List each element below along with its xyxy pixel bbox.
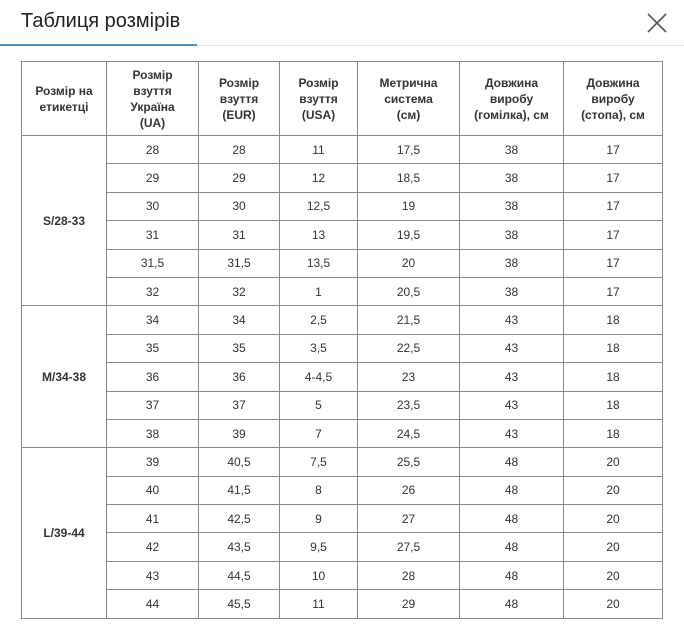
table-row bbox=[22, 590, 663, 618]
size-group-label: M/34-38 bbox=[22, 306, 107, 448]
table-cell: 42,5 bbox=[199, 505, 280, 533]
table-cell: 3,5 bbox=[280, 334, 358, 362]
table-cell: 20 bbox=[564, 533, 663, 561]
column-header-line: виробу bbox=[591, 91, 635, 106]
column-header bbox=[22, 62, 107, 136]
table-cell: 43 bbox=[107, 561, 199, 589]
table-cell: 38 bbox=[460, 277, 564, 305]
table-cell: 48 bbox=[460, 561, 564, 589]
table-cell: 48 bbox=[460, 448, 564, 476]
table-cell: 8 bbox=[280, 476, 358, 504]
table-cell: 27,5 bbox=[358, 533, 460, 561]
table-cell: 34 bbox=[107, 306, 199, 334]
table-row bbox=[22, 363, 663, 391]
table-cell: 29 bbox=[358, 590, 460, 618]
table-cell: 20,5 bbox=[358, 277, 460, 305]
column-header-line: (см) bbox=[396, 107, 421, 122]
dialog-title: Таблиця розмірів bbox=[21, 10, 181, 32]
table-cell: 5 bbox=[280, 391, 358, 419]
table-cell: 37 bbox=[199, 391, 280, 419]
table-cell: 2,5 bbox=[280, 306, 358, 334]
table-cell: 20 bbox=[564, 505, 663, 533]
column-header-line: Метрична bbox=[379, 75, 438, 90]
table-row bbox=[22, 221, 663, 249]
table-row bbox=[22, 448, 663, 476]
table-cell: 9 bbox=[280, 505, 358, 533]
table-cell: 31,5 bbox=[199, 249, 280, 277]
table-cell: 27 bbox=[358, 505, 460, 533]
table-cell: 31,5 bbox=[107, 249, 199, 277]
table-cell: 20 bbox=[358, 249, 460, 277]
column-header-line: Україна bbox=[130, 99, 175, 114]
table-cell: 17 bbox=[564, 192, 663, 220]
column-header-line: Розмір на bbox=[35, 83, 93, 98]
column-header bbox=[460, 62, 564, 136]
column-header bbox=[280, 62, 358, 136]
table-cell: 29 bbox=[199, 164, 280, 192]
table-cell: 38 bbox=[460, 249, 564, 277]
column-header bbox=[358, 62, 460, 136]
table-cell: 38 bbox=[107, 419, 199, 447]
table-cell: 23,5 bbox=[358, 391, 460, 419]
table-cell: 28 bbox=[107, 136, 199, 164]
size-group-label: S/28-33 bbox=[22, 136, 107, 306]
table-cell: 20 bbox=[564, 590, 663, 618]
size-table bbox=[21, 61, 663, 619]
column-header-line: етикетці bbox=[39, 99, 89, 114]
table-cell: 9,5 bbox=[280, 533, 358, 561]
table-cell: 17 bbox=[564, 164, 663, 192]
table-cell: 17 bbox=[564, 221, 663, 249]
table-cell: 38 bbox=[460, 136, 564, 164]
column-header-line: (UA) bbox=[139, 115, 166, 130]
table-row bbox=[22, 561, 663, 589]
table-cell: 17 bbox=[564, 277, 663, 305]
size-table-body bbox=[22, 136, 663, 619]
table-cell: 48 bbox=[460, 476, 564, 504]
table-cell: 12,5 bbox=[280, 192, 358, 220]
table-cell: 23 bbox=[358, 363, 460, 391]
column-header-line: Довжина bbox=[586, 75, 640, 90]
table-cell: 11 bbox=[280, 136, 358, 164]
table-row bbox=[22, 476, 663, 504]
table-cell: 29 bbox=[107, 164, 199, 192]
table-cell: 36 bbox=[107, 363, 199, 391]
table-cell: 32 bbox=[199, 277, 280, 305]
dialog-header bbox=[0, 0, 684, 47]
table-cell: 28 bbox=[199, 136, 280, 164]
table-cell: 20 bbox=[564, 561, 663, 589]
table-cell: 18 bbox=[564, 419, 663, 447]
table-cell: 43 bbox=[460, 419, 564, 447]
table-cell: 40,5 bbox=[199, 448, 280, 476]
header-row bbox=[22, 62, 663, 136]
table-cell: 40 bbox=[107, 476, 199, 504]
table-cell: 20 bbox=[564, 448, 663, 476]
table-cell: 4-4,5 bbox=[280, 363, 358, 391]
table-cell: 18 bbox=[564, 391, 663, 419]
column-header-line: (EUR) bbox=[222, 107, 256, 122]
table-cell: 42 bbox=[107, 533, 199, 561]
table-cell: 43 bbox=[460, 363, 564, 391]
table-cell: 17,5 bbox=[358, 136, 460, 164]
table-cell: 43,5 bbox=[199, 533, 280, 561]
table-cell: 19 bbox=[358, 192, 460, 220]
table-row bbox=[22, 192, 663, 220]
column-header-line: Розмір bbox=[298, 75, 339, 90]
column-header-line: Довжина bbox=[484, 75, 539, 90]
table-cell: 43 bbox=[460, 334, 564, 362]
close-icon bbox=[646, 12, 668, 34]
table-row bbox=[22, 419, 663, 447]
table-cell: 22,5 bbox=[358, 334, 460, 362]
table-cell: 39 bbox=[107, 448, 199, 476]
table-cell: 13,5 bbox=[280, 249, 358, 277]
table-cell: 44 bbox=[107, 590, 199, 618]
column-header bbox=[564, 62, 663, 136]
table-cell: 43 bbox=[460, 391, 564, 419]
table-row bbox=[22, 391, 663, 419]
table-cell: 45,5 bbox=[199, 590, 280, 618]
table-row bbox=[22, 164, 663, 192]
column-header-line: Розмір bbox=[218, 75, 260, 90]
column-header-line: взуття bbox=[133, 83, 172, 98]
table-cell: 18 bbox=[564, 306, 663, 334]
table-cell: 30 bbox=[107, 192, 199, 220]
table-cell: 38 bbox=[460, 164, 564, 192]
table-row bbox=[22, 136, 663, 164]
table-cell: 30 bbox=[199, 192, 280, 220]
table-cell: 36 bbox=[199, 363, 280, 391]
table-cell: 18 bbox=[564, 363, 663, 391]
table-cell: 20 bbox=[564, 476, 663, 504]
table-row bbox=[22, 249, 663, 277]
close-button[interactable] bbox=[646, 12, 668, 34]
table-cell: 48 bbox=[460, 533, 564, 561]
table-cell: 28 bbox=[358, 561, 460, 589]
column-header-line: система bbox=[384, 91, 433, 106]
table-cell: 26 bbox=[358, 476, 460, 504]
table-cell: 38 bbox=[460, 221, 564, 249]
table-cell: 34 bbox=[199, 306, 280, 334]
table-cell: 13 bbox=[280, 221, 358, 249]
column-header bbox=[107, 62, 199, 136]
size-group-label: L/39-44 bbox=[22, 448, 107, 618]
column-header-line: (гомілка), см bbox=[474, 107, 549, 122]
size-table-header bbox=[22, 62, 663, 136]
table-row bbox=[22, 306, 663, 334]
table-cell: 44,5 bbox=[199, 561, 280, 589]
table-cell: 17 bbox=[564, 136, 663, 164]
table-cell: 31 bbox=[107, 221, 199, 249]
table-row bbox=[22, 277, 663, 305]
table-cell: 21,5 bbox=[358, 306, 460, 334]
column-header-line: (стопа), см bbox=[581, 107, 645, 122]
active-tab-underline bbox=[0, 44, 197, 46]
column-header-line: Розмір bbox=[132, 67, 173, 82]
table-cell: 18,5 bbox=[358, 164, 460, 192]
table-cell: 19,5 bbox=[358, 221, 460, 249]
table-cell: 35 bbox=[107, 334, 199, 362]
table-cell: 7 bbox=[280, 419, 358, 447]
column-header-line: взуття bbox=[299, 91, 338, 106]
table-cell: 24,5 bbox=[358, 419, 460, 447]
column-header-line: виробу bbox=[489, 91, 534, 106]
table-cell: 12 bbox=[280, 164, 358, 192]
table-cell: 31 bbox=[199, 221, 280, 249]
table-row bbox=[22, 505, 663, 533]
table-cell: 7,5 bbox=[280, 448, 358, 476]
column-header bbox=[199, 62, 280, 136]
table-cell: 48 bbox=[460, 590, 564, 618]
table-cell: 18 bbox=[564, 334, 663, 362]
column-header-line: взуття bbox=[219, 91, 259, 106]
table-cell: 38 bbox=[460, 192, 564, 220]
table-cell: 37 bbox=[107, 391, 199, 419]
table-cell: 1 bbox=[280, 277, 358, 305]
table-row bbox=[22, 533, 663, 561]
table-cell: 39 bbox=[199, 419, 280, 447]
table-cell: 10 bbox=[280, 561, 358, 589]
table-row bbox=[22, 334, 663, 362]
table-cell: 41,5 bbox=[199, 476, 280, 504]
header-divider bbox=[197, 45, 684, 46]
table-cell: 41 bbox=[107, 505, 199, 533]
table-cell: 48 bbox=[460, 505, 564, 533]
table-cell: 25,5 bbox=[358, 448, 460, 476]
table-cell: 43 bbox=[460, 306, 564, 334]
table-cell: 32 bbox=[107, 277, 199, 305]
table-cell: 11 bbox=[280, 590, 358, 618]
table-cell: 35 bbox=[199, 334, 280, 362]
table-cell: 17 bbox=[564, 249, 663, 277]
column-header-line: (USA) bbox=[301, 107, 336, 122]
